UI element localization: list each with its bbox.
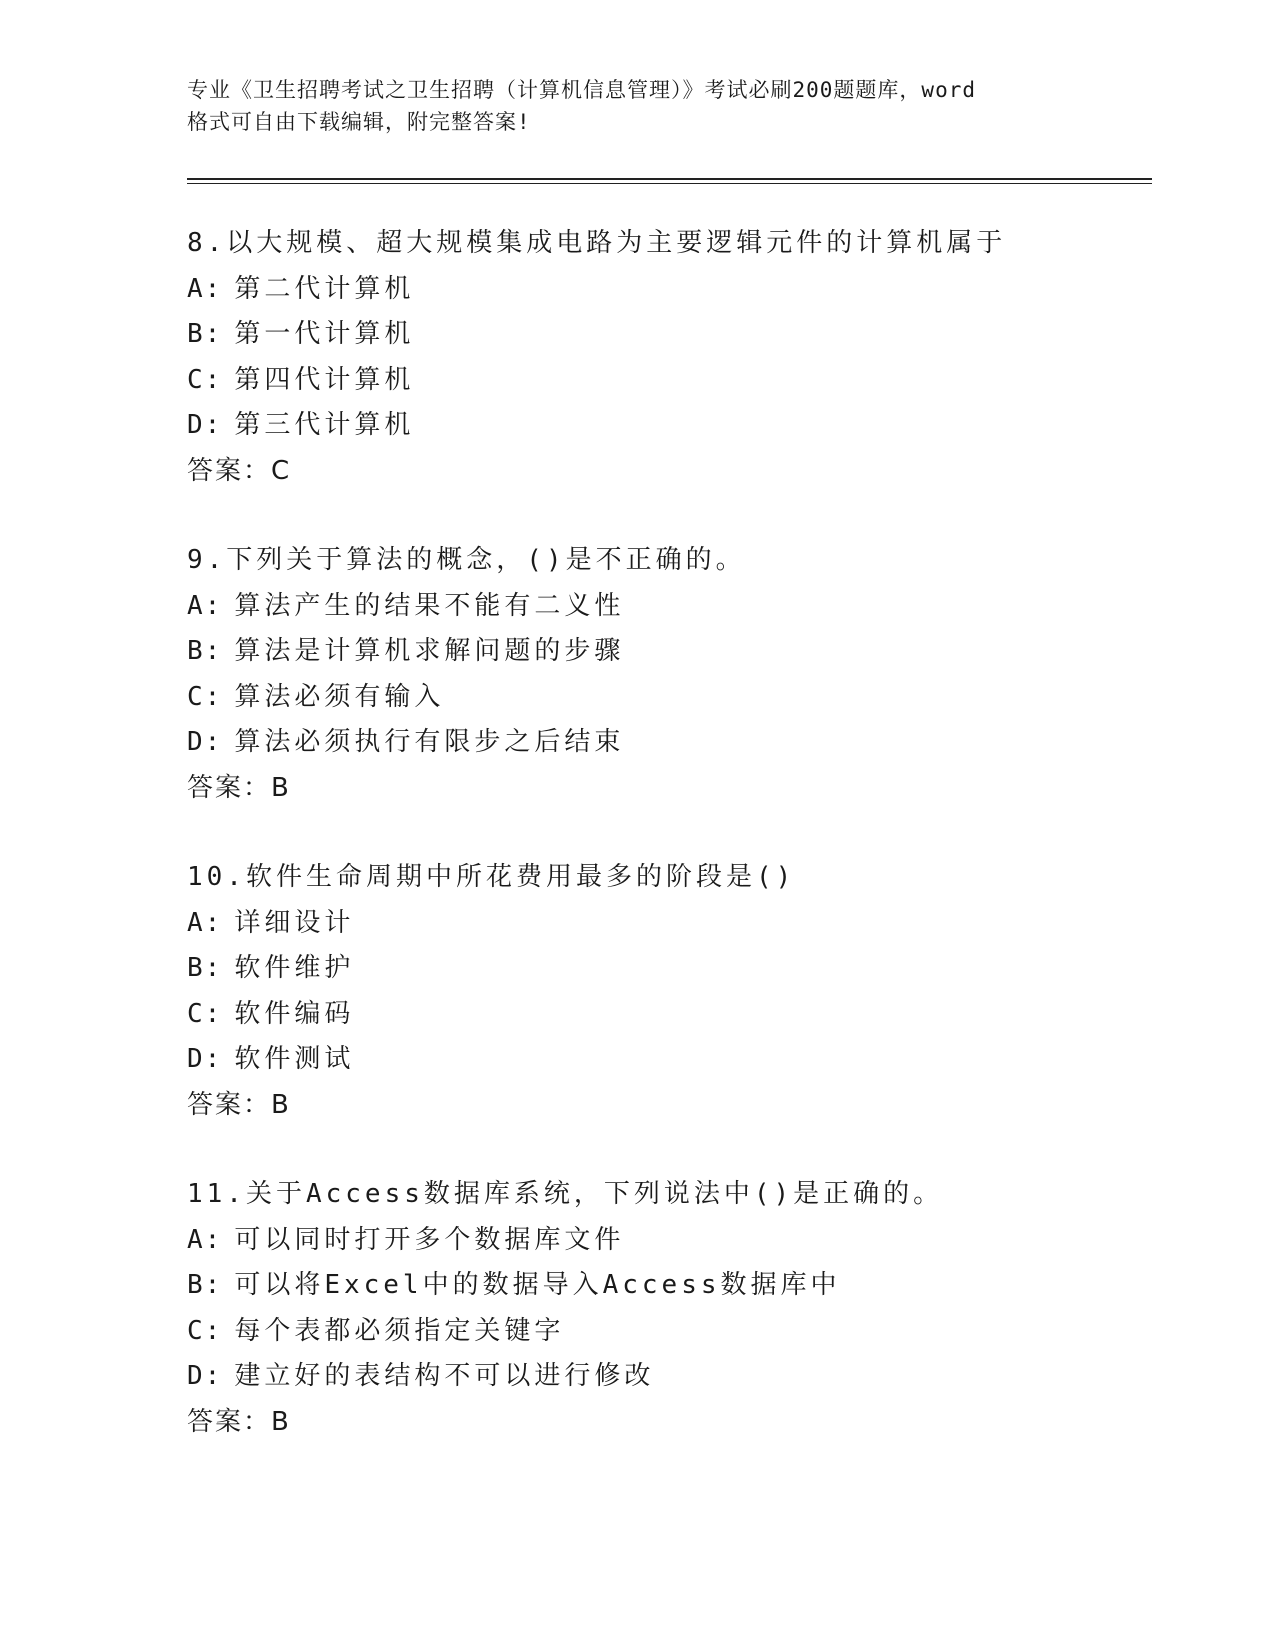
- option-text: 可以将Excel中的数据导入Access数据库中: [234, 1270, 841, 1300]
- option-a: [187, 267, 1147, 313]
- option-label: A:: [187, 273, 223, 304]
- option-label: C:: [187, 681, 223, 712]
- option-label: B:: [187, 319, 223, 349]
- option-text: 第三代计算机: [234, 410, 415, 440]
- option-a: [187, 901, 1147, 947]
- option-a: [187, 1218, 1147, 1264]
- question-9: [187, 538, 1147, 811]
- option-a: [187, 584, 1147, 630]
- option-d: [187, 1037, 1147, 1083]
- option-b: [187, 312, 1147, 358]
- option-label: D:: [187, 727, 223, 757]
- option-d: [187, 1354, 1147, 1400]
- option-label: C:: [187, 364, 223, 395]
- option-text: 算法必须有输入: [234, 681, 445, 712]
- option-c: [187, 358, 1147, 404]
- answer-line: 答案：B: [187, 1406, 291, 1437]
- option-b: [187, 629, 1147, 675]
- header-divider-top: [187, 178, 1152, 180]
- header-line-1: 专业《卫生招聘考试之卫生招聘（计算机信息管理）》考试必刷200题题库，word: [187, 78, 976, 102]
- option-label: A:: [187, 590, 223, 621]
- option-label: B:: [187, 1270, 223, 1300]
- question-stem: 9.下列关于算法的概念，()是不正确的。: [187, 545, 746, 575]
- option-text: 每个表都必须指定关键字: [234, 1315, 565, 1346]
- option-label: B:: [187, 953, 223, 983]
- answer-line: 答案：B: [187, 1089, 291, 1120]
- option-text: 算法必须执行有限步之后结束: [234, 727, 625, 757]
- option-label: A:: [187, 1224, 223, 1255]
- question-11: [187, 1172, 1147, 1445]
- header-line-2: 格式可自由下载编辑，附完整答案!: [187, 110, 531, 134]
- question-stem: 10.软件生命周期中所花费用最多的阶段是(): [187, 862, 796, 892]
- option-text: 详细设计: [234, 907, 355, 938]
- option-text: 软件维护: [234, 953, 355, 983]
- option-label: B:: [187, 636, 223, 666]
- answer-line: 答案：C: [187, 455, 292, 486]
- header-divider-bottom: [187, 183, 1152, 184]
- option-text: 第四代计算机: [234, 364, 415, 395]
- option-d: [187, 403, 1147, 449]
- option-d: [187, 720, 1147, 766]
- question-stem: 11.关于Access数据库系统，下列说法中()是正确的。: [187, 1179, 944, 1209]
- option-text: 算法产生的结果不能有二义性: [234, 590, 625, 621]
- option-text: 第一代计算机: [234, 319, 415, 349]
- option-b: [187, 946, 1147, 992]
- option-c: [187, 992, 1147, 1038]
- option-label: C:: [187, 1315, 223, 1346]
- option-b: [187, 1263, 1147, 1309]
- option-text: 软件编码: [234, 998, 355, 1029]
- option-text: 建立好的表结构不可以进行修改: [234, 1361, 655, 1391]
- option-text: 算法是计算机求解问题的步骤: [234, 636, 625, 666]
- option-label: D:: [187, 1361, 223, 1391]
- option-label: D:: [187, 410, 223, 440]
- option-text: 可以同时打开多个数据库文件: [234, 1224, 625, 1255]
- option-label: D:: [187, 1044, 223, 1074]
- answer-line: 答案：B: [187, 772, 291, 803]
- option-label: C:: [187, 998, 223, 1029]
- option-c: [187, 1309, 1147, 1355]
- question-10: [187, 855, 1147, 1128]
- question-stem: 8.以大规模、超大规模集成电路为主要逻辑元件的计算机属于: [187, 228, 1007, 258]
- option-c: [187, 675, 1147, 721]
- document-header: [187, 74, 1087, 138]
- option-text: 软件测试: [234, 1044, 355, 1074]
- option-label: A:: [187, 907, 223, 938]
- question-8: [187, 221, 1147, 494]
- option-text: 第二代计算机: [234, 273, 415, 304]
